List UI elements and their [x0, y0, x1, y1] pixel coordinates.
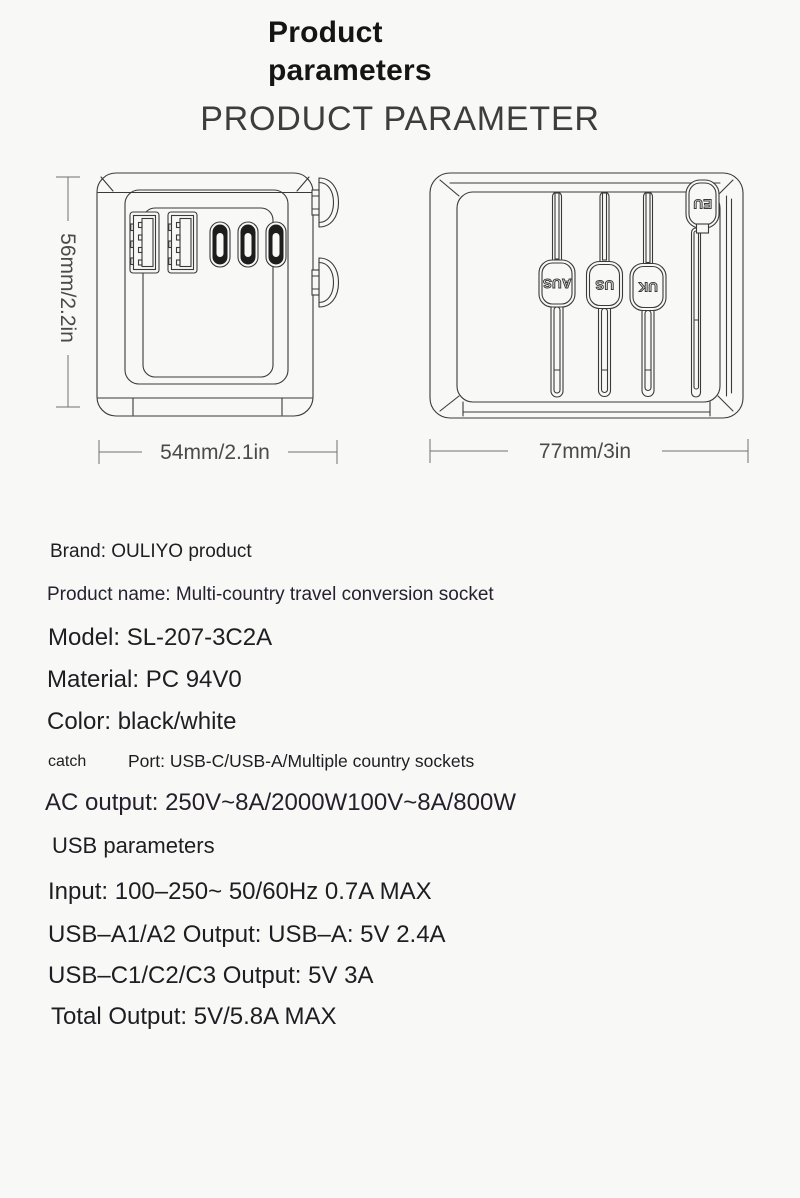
- page-title-line1: Product: [268, 16, 383, 49]
- usb-c-port-3: [266, 222, 286, 267]
- spec-ac-output: AC output: 250V~8A/2000W100V~8A/800W: [45, 789, 516, 816]
- plug-label-aus: AUS: [542, 276, 572, 291]
- spec-usb-c-output: USB–C1/C2/C3 Output: 5V 3A: [48, 962, 374, 989]
- usb-c-port-2: [238, 222, 258, 267]
- spec-brand: Brand: OULIYO product: [50, 541, 252, 562]
- adapter-body-front: [97, 173, 313, 416]
- page-heading: PRODUCT PARAMETER: [200, 100, 600, 138]
- spec-model: Model: SL-207-3C2A: [48, 624, 273, 651]
- spec-total-output: Total Output: 5V/5.8A MAX: [51, 1003, 337, 1030]
- spec-catch-label: catch: [48, 753, 87, 770]
- spec-material: Material: PC 94V0: [47, 666, 242, 693]
- spec-usb-a-output: USB–A1/A2 Output: USB–A: 5V 2.4A: [48, 921, 446, 948]
- page-title: [268, 14, 432, 90]
- side-pin-knob-2: [312, 258, 339, 307]
- spec-product-name: Product name: Multi-country travel conversion socket: [47, 584, 494, 605]
- side-pin-knob-1: [312, 178, 339, 227]
- height-dimension: [56, 177, 80, 407]
- front-view-diagram: [40, 165, 370, 420]
- back-width-dimension: [420, 436, 760, 466]
- spec-input: Input: 100–250~ 50/60Hz 0.7A MAX: [48, 878, 432, 905]
- spec-usb-header: USB parameters: [52, 833, 215, 858]
- plug-label-eu: EU: [693, 196, 712, 212]
- page-title-line2: parameters: [268, 54, 432, 87]
- height-dimension-label: 56mm/2.2in: [56, 233, 79, 343]
- spec-port: Port: USB-C/USB-A/Multiple country sockets: [128, 751, 475, 771]
- front-width-dimension-label: 54mm/2.1in: [160, 441, 270, 464]
- usb-c-port-1: [210, 222, 230, 267]
- back-view-diagram: [420, 165, 760, 420]
- usb-a-port-1: [130, 212, 159, 273]
- front-width-dimension: [90, 437, 350, 467]
- plug-label-us: US: [595, 277, 614, 293]
- usb-a-port-2: [168, 212, 197, 273]
- back-width-dimension-label: 77mm/3in: [538, 440, 632, 463]
- spec-color: Color: black/white: [47, 708, 237, 735]
- plug-label-uk: UK: [638, 279, 658, 295]
